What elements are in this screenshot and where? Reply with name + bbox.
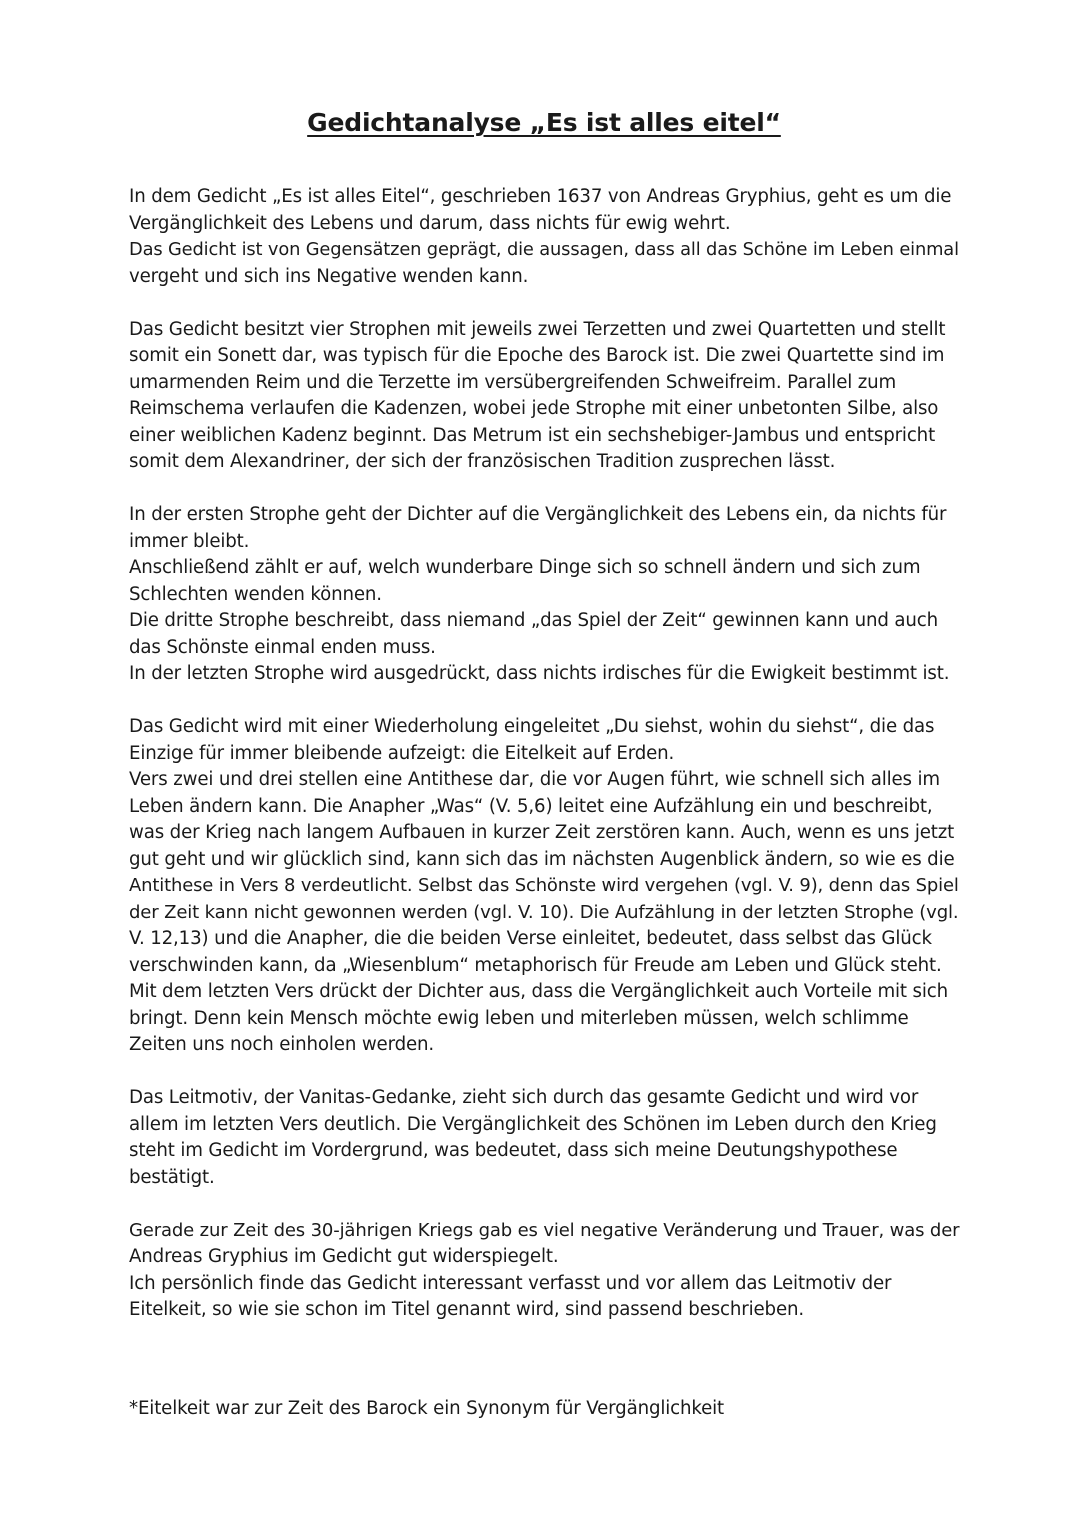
text-line: somit ein Sonett dar, was typisch für die Epoche des Barock ist. Die zwei Quartette sind im [129,345,945,366]
text-line: Mit dem letzten Vers drückt der Dichter aus, dass die Vergänglichkeit auch Vorteile mit sich [129,981,949,1002]
document-page [129,100,959,1350]
text-line: was der Krieg nach langem Aufbauen in kurzer Zeit zerstören kann. Auch, wenn es uns jetzt [129,822,955,843]
text-line: gut geht und wir glücklich sind, kann sich das im nächsten Augenblick ändern, so wie es die [129,848,955,870]
text-line: In der letzten Strophe wird ausgedrückt, dass nichts irdisches für die Ewigkeit bestimmt ist. [129,663,950,684]
text-line: Gerade zur Zeit des 30-jährigen Kriegs gab es viel negative Veränderung und Trauer, was der [129,1219,960,1241]
text-line: allem im letzten Vers deutlich. Die Vergänglichkeit des Schönen im Leben durch den Krieg [129,1113,937,1135]
text-line: Leben ändern kann. Die Anapher „Was“ (V. 5,6) leitet eine Aufzählung ein und beschreibt, [129,795,933,817]
text-line: Die dritte Strophe beschreibt, dass niemand „das Spiel der Zeit“ gewinnen kann und auch [129,610,938,631]
text-line: Reimschema verlaufen die Kadenzen, wobei jede Strophe mit einer unbetonten Silbe, also [129,398,939,419]
document-title: Gedichtanalyse „Es ist alles eitel“ [307,108,781,137]
text-line: Vers zwei und drei stellen eine Antithese dar, die vor Augen führt, wie schnell sich alles im [129,769,940,790]
paragraph-stylistic-devices [129,714,959,1059]
text-line: Das Leitmotiv, der Vanitas-Gedanke, zieht sich durch das gesamte Gedicht und wird vor [129,1087,919,1108]
text-line: V. 12,13) und die Anapher, die die beiden Verse einleitet, bedeutet, dass selbst das Glück [129,928,932,949]
document-body [129,184,959,1324]
text-line: bestätigt. [129,1166,215,1188]
text-line: Vergänglichkeit des Lebens und darum, dass nichts für ewig wehrt. [129,212,731,234]
text-line: Schlechten wenden können. [129,583,382,605]
text-line: Das Gedicht ist von Gegensätzen geprägt, die aussagen, dass all das Schöne im Leben einmal [129,239,959,260]
paragraph-introduction [129,184,959,290]
text-line: Eitelkeit, so wie sie schon im Titel genannt wird, sind passend beschrieben. [129,1299,804,1320]
text-line: verschwinden kann, da „Wiesenblum“ metaphorisch für Freude am Leben und Glück steht. [129,954,942,976]
text-line: bringt. Denn kein Mensch möchte ewig leben und miterleben müssen, welch schlimme [129,1007,909,1029]
footnote: *Eitelkeit war zur Zeit des Barock ein Synonym für Vergänglichkeit [129,1398,725,1419]
paragraph-content [129,502,959,688]
text-line: Das Gedicht besitzt vier Strophen mit jeweils zwei Terzetten und zwei Quartetten und stellt [129,318,946,340]
text-line: immer bleibt. [129,530,250,552]
text-line: Einzige für immer bleibende aufzeigt: die Eitelkeit auf Erden. [129,742,675,764]
text-line: steht im Gedicht im Vordergrund, was bedeutet, dass sich meine Deutungshypothese [129,1140,898,1161]
text-line: Antithese in Vers 8 verdeutlicht. Selbst das Schönste wird vergehen (vgl. V. 9), denn das Spiel [129,875,959,896]
text-line: In dem Gedicht „Es ist alles Eitel“, geschrieben 1637 von Andreas Gryphius, geht es um die [129,186,952,207]
text-line: somit dem Alexandriner, der sich der französischen Tradition zusprechen lässt. [129,451,836,472]
text-line: In der ersten Strophe geht der Dichter auf die Vergänglichkeit des Lebens ein, da nichts für [129,504,947,525]
text-line: einer weiblichen Kadenz beginnt. Das Metrum ist ein sechshebiger-Jambus und entspricht [129,424,936,446]
paragraph-form [129,317,959,476]
text-line: Andreas Gryphius im Gedicht gut widerspiegelt. [129,1246,559,1267]
text-line: das Schönste einmal enden muss. [129,636,436,658]
text-line: umarmenden Reim und die Terzette im versübergreifenden Schweifreim. Parallel zum [129,371,897,393]
text-line: der Zeit kann nicht gewonnen werden (vgl. V. 10). Die Aufzählung in der letzten Strophe (vgl. [129,901,959,923]
paragraph-leitmotiv [129,1085,959,1191]
text-line: Das Gedicht wird mit einer Wiederholung eingeleitet „Du siehst, wohin du siehst“, die das [129,716,935,737]
text-line: Anschließend zählt er auf, welch wunderbare Dinge sich so schnell ändern und sich zum [129,557,921,578]
paragraph-conclusion [129,1218,959,1324]
text-line: Zeiten uns noch einholen werden. [129,1034,435,1055]
text-line: vergeht und sich ins Negative wenden kann. [129,265,529,287]
text-line: Ich persönlich finde das Gedicht interessant verfasst und vor allem das Leitmotiv der [129,1272,892,1294]
